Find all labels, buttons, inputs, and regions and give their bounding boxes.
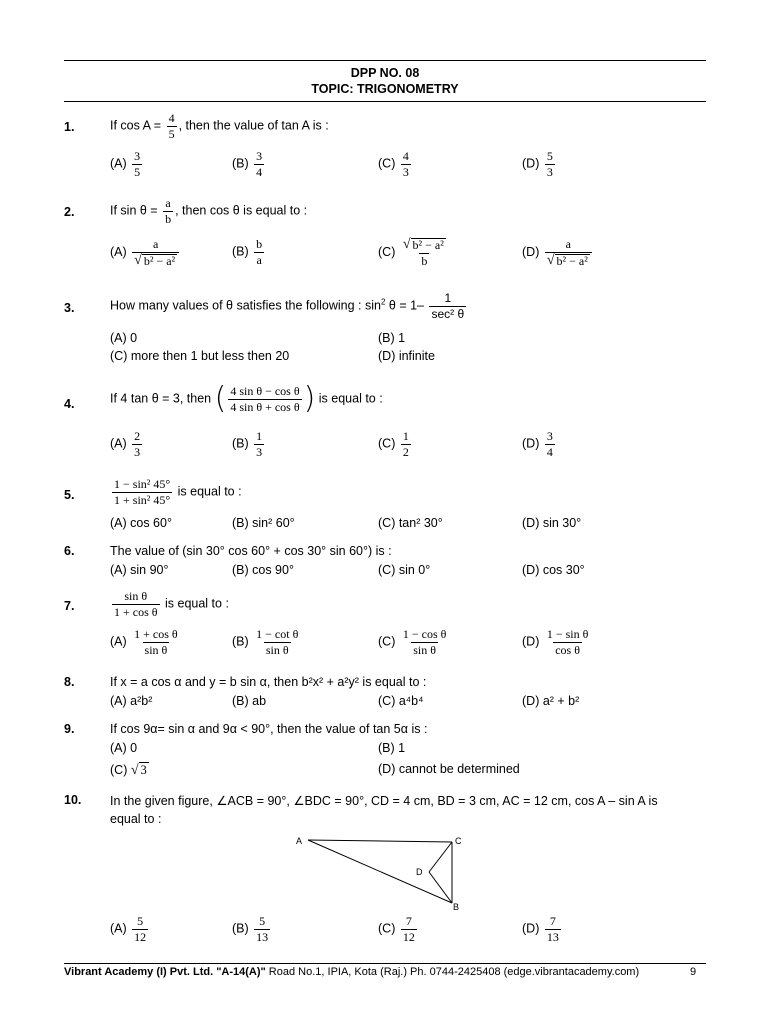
option-d: (D) $\frac{5}{3}$ — [522, 149, 553, 179]
option-b: (B) $\frac{\text{1 − cot θ}}{\text{sin θ}}$ — [232, 627, 299, 657]
option-c: (C) more then 1 but less then 20 — [110, 349, 290, 363]
question-number: 10. — [64, 793, 82, 807]
option-a: (A) a²b² — [110, 694, 153, 708]
option-b: (B) 1 — [378, 331, 406, 345]
topic-title: TOPIC: TRIGONOMETRY — [311, 82, 459, 96]
question-1-stem: If cos A = $\frac{4}{5}$ , then the value of tan A is : — [110, 111, 329, 141]
option-d: (D) $\frac{\text{1 − sin θ}}{\text{cos θ}}$ — [522, 627, 589, 657]
option-c: (C) $\frac{7}{12}$ — [378, 914, 415, 944]
question-5-stem: $\frac{\text{1 − sin² 45°}}{\text{1 + sin² 45°}}$ is equal to : — [114, 477, 242, 507]
question-number: 9. — [64, 722, 75, 736]
option-c: (C) $\frac{1}{2}$ — [378, 429, 409, 459]
label-d: D — [416, 867, 423, 877]
question-number: 3. — [64, 301, 75, 315]
option-a: (A) a √ b² − a² — [110, 238, 181, 268]
option-b: (B) $\frac{3}{4}$ — [232, 149, 263, 179]
side-ac — [308, 840, 452, 842]
label-c: C — [455, 836, 462, 846]
option-a: (A) $\frac{5}{12}$ — [110, 914, 147, 944]
option-c: (C) $\frac{\text{1 − cos θ}}{\text{sin θ}}$ — [378, 627, 447, 657]
question-number: 6. — [64, 544, 75, 558]
question-6-stem: The value of (sin 30° cos 60° + cos 30° sin 60°) is : — [110, 544, 392, 558]
option-a: (A) $\frac{\text{1 + cos θ}}{\text{sin θ}}$ — [110, 627, 178, 657]
option-d: (D) cannot be determined — [378, 762, 520, 776]
dpp-number: DPP NO. 08 — [350, 66, 420, 80]
page-number: 9 — [690, 966, 697, 978]
option-d: (D) $\frac{7}{13}$ — [522, 914, 559, 944]
question-number: 2. — [64, 205, 75, 219]
header-top-rule — [64, 60, 706, 61]
option-d: (D) a √ b² − a² — [522, 238, 594, 268]
question-number: 8. — [64, 675, 75, 689]
label-b: B — [453, 902, 460, 912]
question-number: 5. — [64, 488, 75, 502]
option-a: (A) cos 60° — [110, 516, 172, 530]
option-d: (D) $\frac{3}{4}$ — [522, 429, 553, 459]
question-10-stem-line1: In the given figure, ∠ACB = 90°, ∠BDC = 90°, CD = 4 cm, BD = 3 cm, AC = 12 cm, cos A – sin A is — [110, 794, 658, 808]
option-d: (D) sin 30° — [522, 516, 582, 530]
option-a: (A) $\frac{2}{3}$ — [110, 429, 141, 459]
option-c: (C) $\frac{4}{3}$ — [378, 149, 409, 179]
question-7-stem: $\frac{\text{sin θ}}{\text{1 + cos θ}}$ is equal to : — [114, 589, 229, 619]
option-b: (B) 1 — [378, 741, 406, 755]
question-8-stem: If x = a cos α and y = b sin α, then b²x² + a²y² is equal to : — [110, 675, 427, 689]
footer-company: Vibrant Academy (I) Pvt. Ltd. "A-14(A)" — [64, 966, 266, 978]
option-d: (D) cos 30° — [522, 563, 585, 577]
question-number: 1. — [64, 120, 75, 134]
option-d: (D) a² + b² — [522, 694, 580, 708]
question-3-stem: How many values of θ satisfies the following : $\sin^2 \theta = 1-$ $\frac{1}{\text{sec² θ}}$ — [110, 291, 465, 321]
header-bottom-rule — [64, 101, 706, 102]
option-a: (A) 0 — [110, 331, 138, 345]
option-b: (B) $\frac{5}{13}$ — [232, 914, 269, 944]
footer-text — [64, 966, 639, 978]
option-a: (A) $\frac{3}{5}$ — [110, 149, 141, 179]
option-a: (A) 0 — [110, 741, 138, 755]
option-c: (C) √ b² − a² b — [378, 237, 444, 268]
option-b: (B) cos 90° — [232, 563, 294, 577]
footer-rule — [64, 963, 706, 964]
option-b: (B) ab — [232, 694, 267, 708]
triangle-figure — [290, 830, 475, 915]
option-c: (C) sin 0° — [378, 563, 431, 577]
question-number: 7. — [64, 599, 75, 613]
question-2-stem: If sin θ = $\frac{a}{b}$ , then cos θ is equal to : — [110, 196, 308, 226]
option-b: (B) $\frac{b}{a}$ — [232, 237, 263, 267]
option-b: (B) sin² 60° — [232, 516, 295, 530]
question-9-stem: If cos 9α= sin α and 9α < 90°, then the value of tan 5α is : — [110, 722, 428, 736]
footer-address: Road No.1, IPIA, Kota (Raj.) Ph. 0744-2425408 (edge.vibrantacademy.com) — [265, 966, 640, 978]
option-c: (C) tan² 30° — [378, 516, 443, 530]
segment-cd — [429, 842, 452, 872]
question-10-stem-line2: equal to : — [110, 812, 162, 826]
option-c: (C) a⁴b⁴ — [378, 694, 424, 708]
side-ab — [308, 840, 452, 903]
option-a: (A) sin 90° — [110, 563, 169, 577]
option-d: (D) infinite — [378, 349, 435, 363]
question-number: 4. — [64, 397, 75, 411]
option-b: (B) $\frac{1}{3}$ — [232, 429, 263, 459]
option-c: (C) √ 3 — [110, 763, 147, 778]
label-a: A — [296, 836, 303, 846]
question-4-stem: If 4 tan θ = 3, then ( $\frac{\text{4 sin θ − cos θ}}{\text{4 sin θ + cos θ}}$ ) is equal to : — [110, 381, 383, 416]
